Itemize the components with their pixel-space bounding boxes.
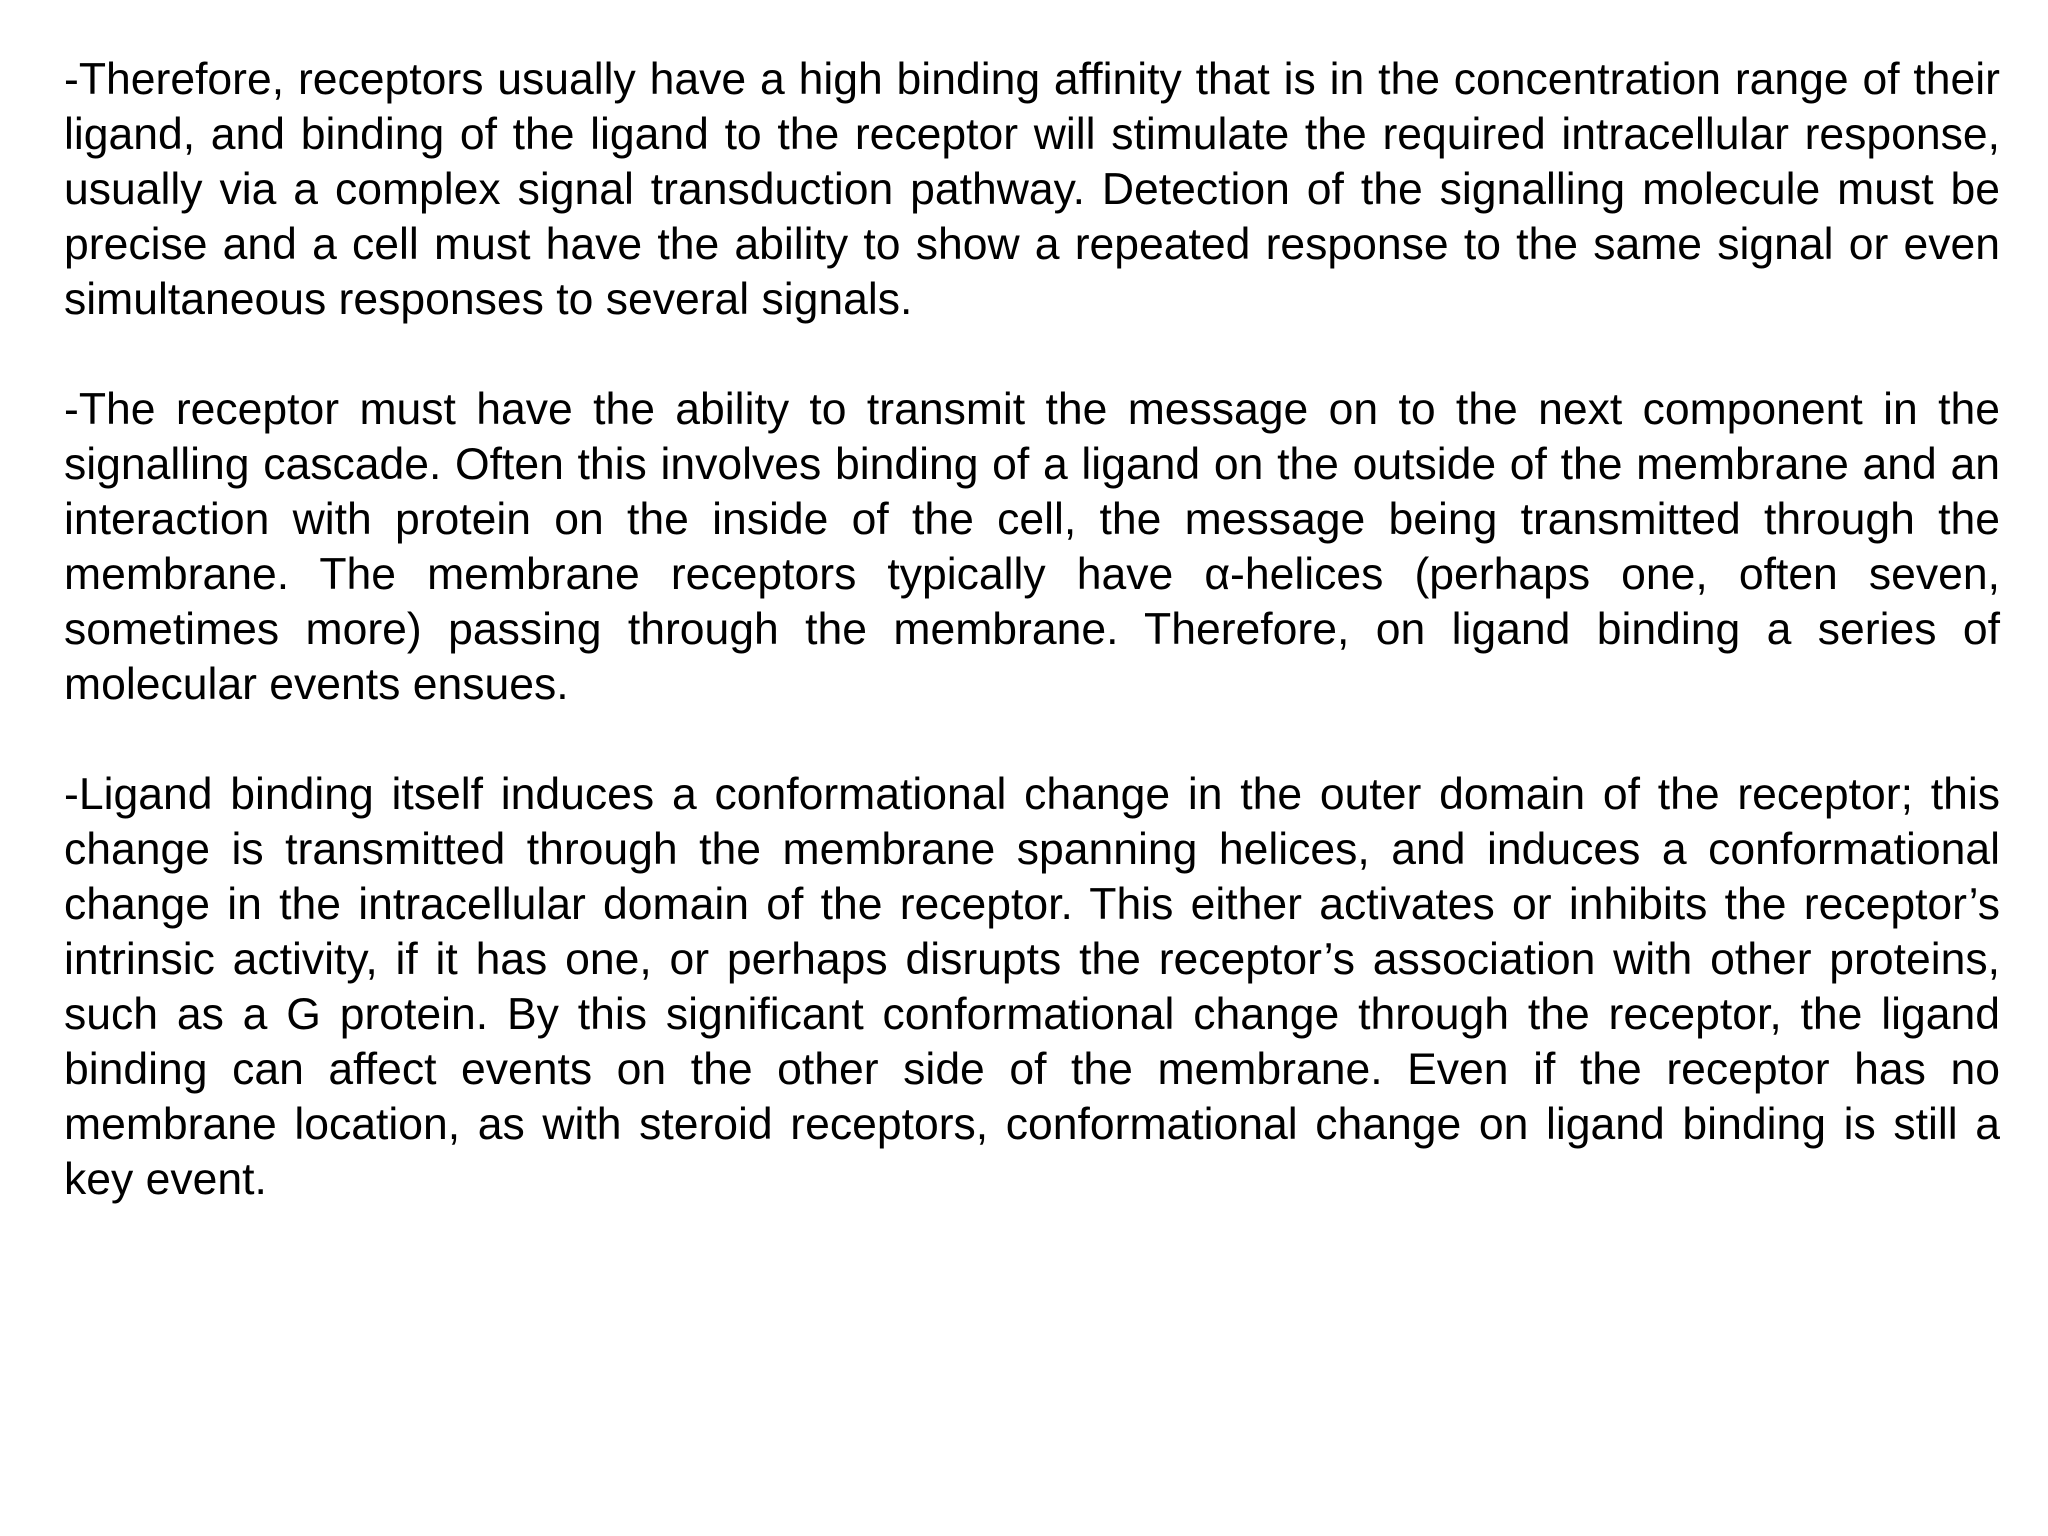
paragraph-signal-transmission: -The receptor must have the ability to transmit the message on to the next component in the signalling cascade. Often this involves binding of a ligand on the outside of the membrane and an interaction with protein on the inside of the cell, the message being transmitted through the membrane. The membrane receptors typically have α-helices (perhaps one, often seven, sometimes more) passing through the membrane. Therefore, on ligand binding a series of molecular events ensues. (64, 385, 2000, 709)
paragraph-conformational-change: -Ligand binding itself induces a conformational change in the outer domain of the receptor; this change is transmitted through the membrane spanning helices, and induces a conformational change in the intracellular domain of the receptor. This either activates or inhibits the receptor’s intrinsic activity, if it has one, or perhaps disrupts the receptor’s association with other proteins, such as a G protein. By this significant conformational change through the receptor, the ligand binding can affect events on the other side of the membrane. Even if the receptor has no membrane location, as with steroid receptors, conformational change on ligand binding is still a key event. (64, 770, 2000, 1204)
body-text (64, 52, 2000, 1262)
paragraph-receptor-affinity: -Therefore, receptors usually have a high binding affinity that is in the concentration range of their ligand, and binding of the ligand to the receptor will stimulate the required intracellular response, usually via a complex signal transduction pathway. Detection of the signalling molecule must be precise and a cell must have the ability to show a repeated response to the same signal or even simultaneous responses to several signals. (64, 55, 2000, 324)
